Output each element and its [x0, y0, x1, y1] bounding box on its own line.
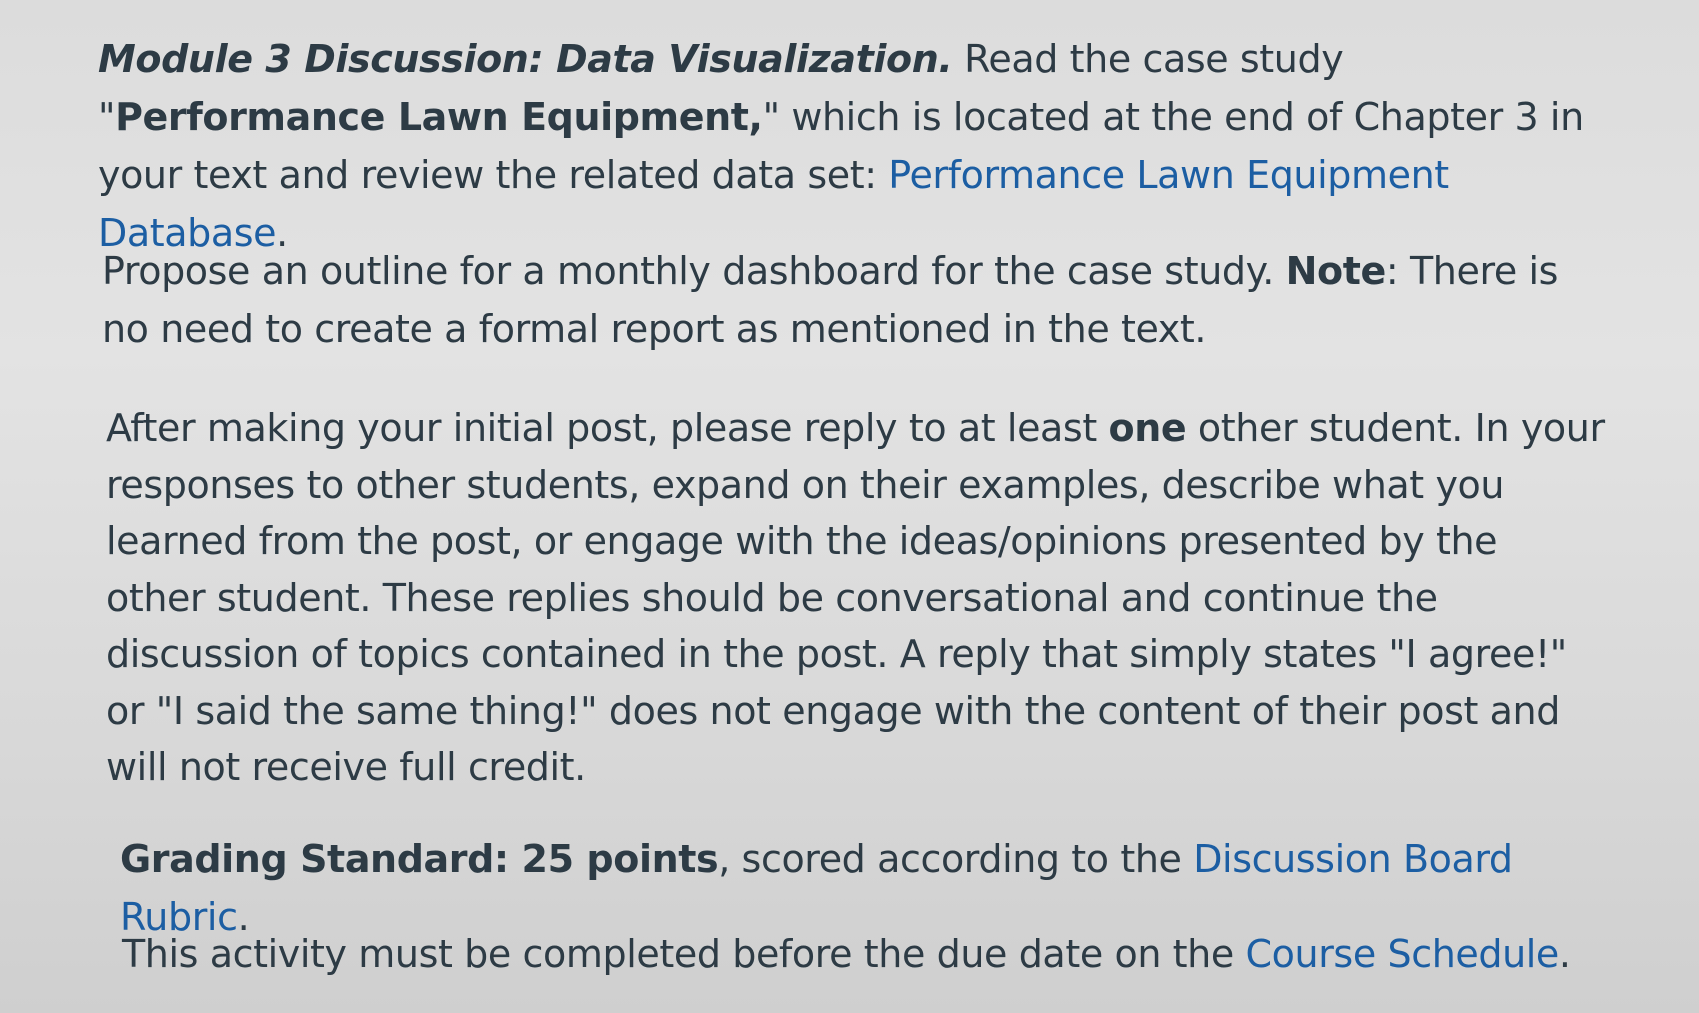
rubric-link[interactable]: Discussion Board Rubric — [120, 837, 1513, 939]
prompt-text-2: : There is no need to create a formal report as mentioned in the text. — [102, 249, 1559, 351]
reply-instructions-paragraph — [106, 400, 1606, 796]
reply-count-emphasis: one — [1108, 406, 1187, 450]
prompt-paragraph — [102, 242, 1602, 358]
reply-text-2: other student. In your responses to other students, expand on their examples, describe what you learned from the post, or engage with the ideas/opinions presented by the other student. These replies should be conversational and continue the discussion of topics contained in the post. A reply that simply states "I agree!" or "I said the same thing!" does not engage with the content of their post and will not receive full credit. — [106, 406, 1605, 789]
intro-paragraph — [98, 30, 1628, 262]
due-text-2: . — [1558, 932, 1571, 976]
intro-text-1: Read the case study " — [98, 37, 1344, 139]
case-study-name: Performance Lawn Equipment, — [115, 95, 763, 139]
grading-standard-label: Grading Standard: 25 points — [120, 837, 719, 881]
grading-text-1: , scored according to the — [718, 837, 1194, 881]
due-date-paragraph — [122, 925, 1622, 983]
reply-text-1: After making your initial post, please reply to at least — [106, 406, 1109, 450]
prompt-text-1: Propose an outline for a monthly dashboard for the case study. — [102, 249, 1286, 293]
due-text-1: This activity must be completed before the due date on the — [122, 932, 1246, 976]
note-label: Note — [1285, 249, 1386, 293]
course-schedule-link[interactable]: Course Schedule — [1245, 932, 1559, 976]
dataset-link[interactable]: Performance Lawn Equipment Database — [98, 153, 1449, 255]
intro-text-3: . — [276, 211, 288, 255]
intro-text-2: " which is located at the end of Chapter 3 in your text and review the related data set: — [98, 95, 1584, 197]
grading-text-2: . — [237, 895, 250, 939]
discussion-title: Module 3 Discussion: Data Visualization. — [98, 37, 953, 81]
